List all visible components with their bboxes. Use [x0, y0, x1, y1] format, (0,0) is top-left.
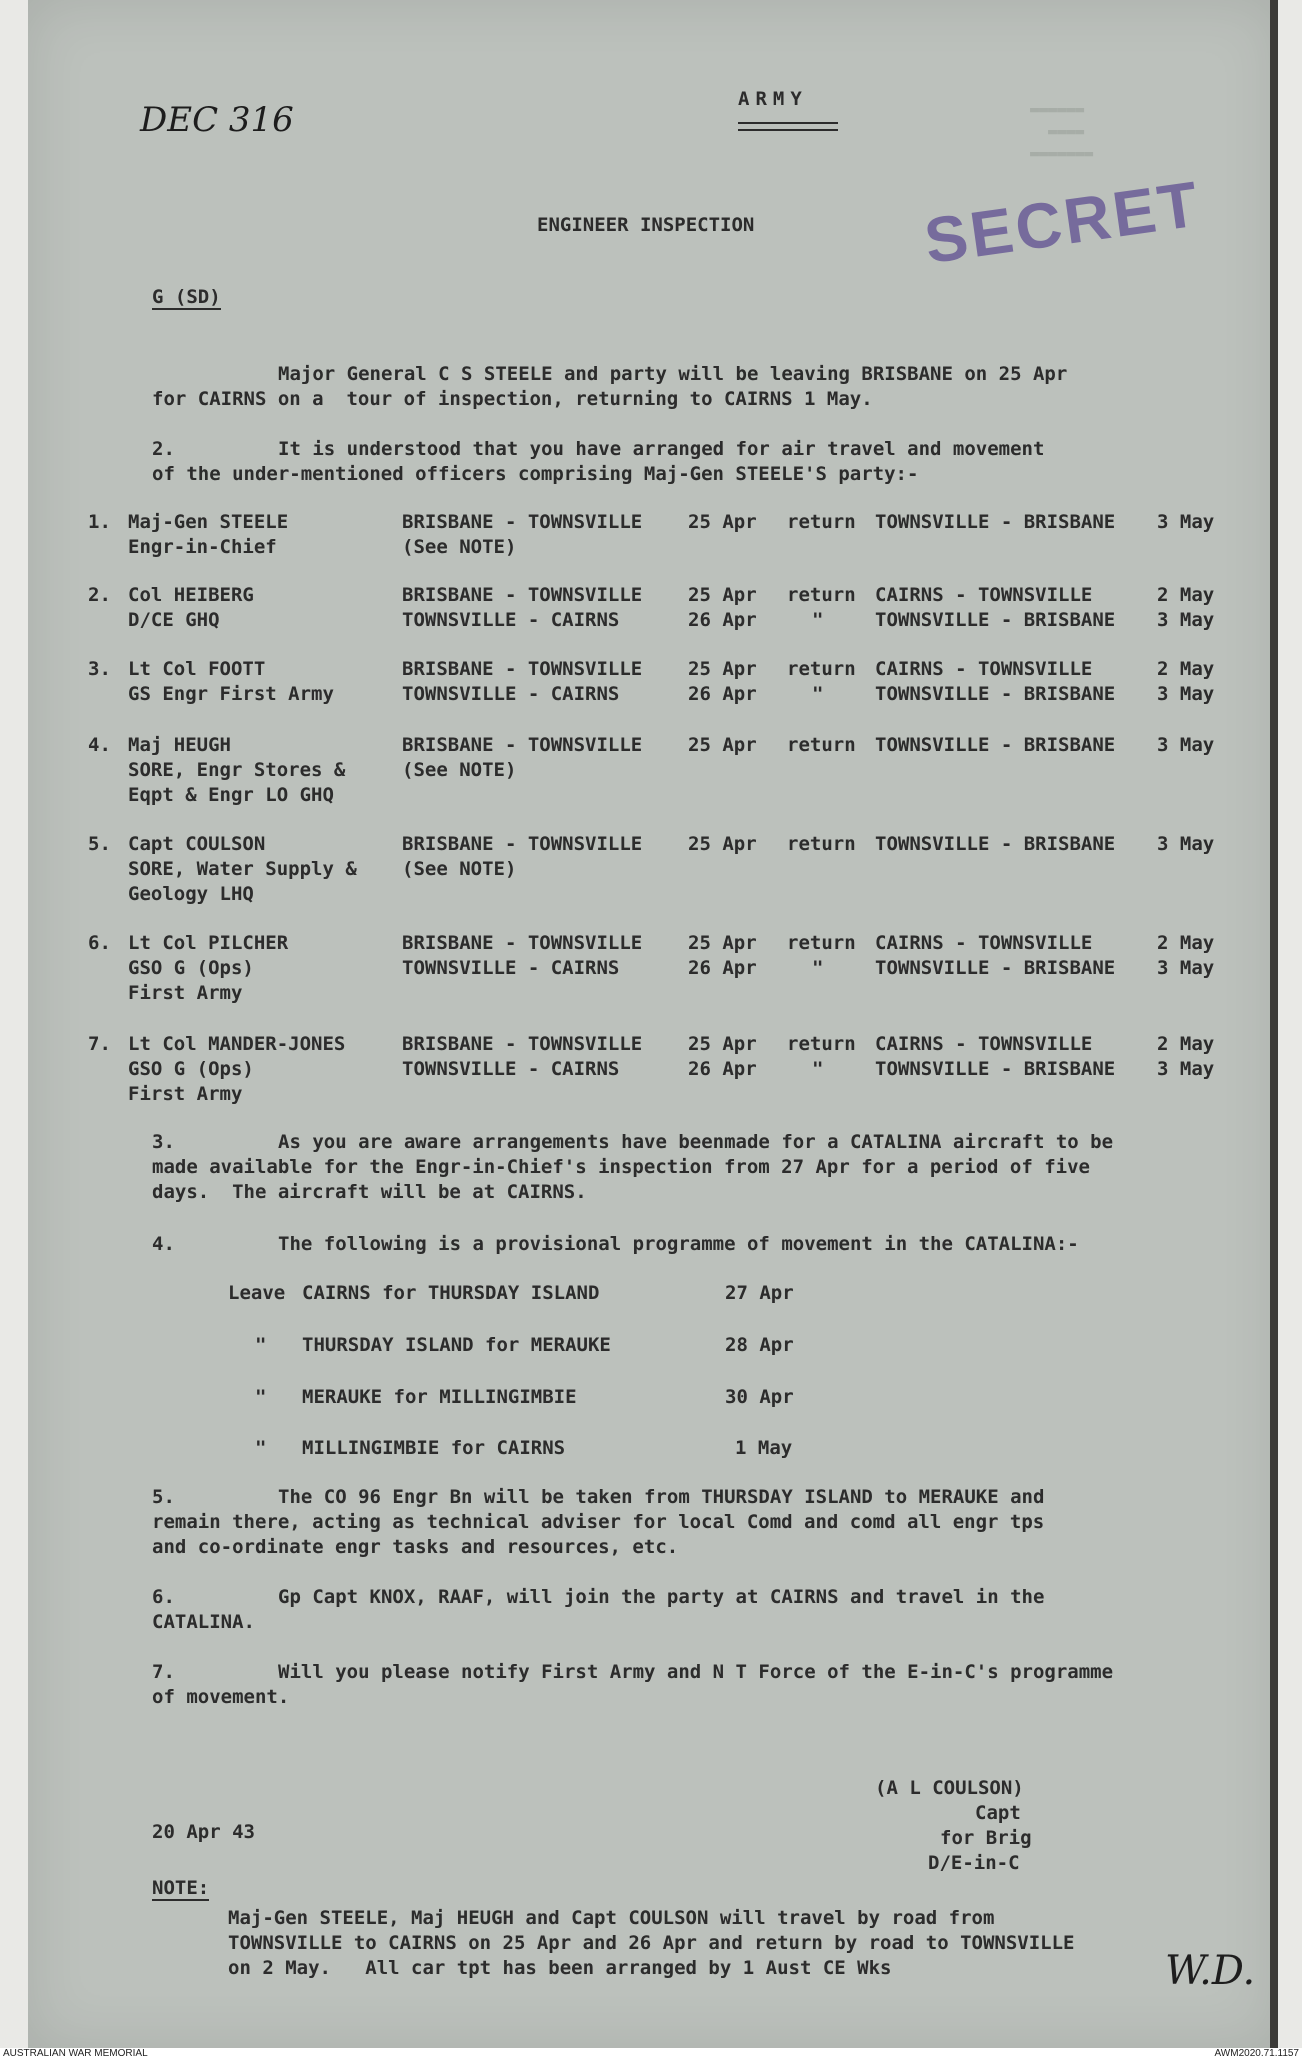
- para-5-line-3: and co-ordinate engr tasks and resources, etc.: [152, 1536, 679, 1558]
- header-underline: [738, 122, 838, 131]
- outbound-route: BRISBANE - TOWNSVILLE: [402, 734, 643, 756]
- return-route: CAIRNS - TOWNSVILLE: [875, 584, 1093, 606]
- programme-date: 1 May: [735, 1437, 793, 1459]
- outbound-date: 25 Apr: [688, 932, 757, 954]
- return-route: TOWNSVILLE - BRISBANE: [875, 1058, 1116, 1080]
- page-edge: [1270, 0, 1278, 2048]
- programme-ditto: ": [255, 1386, 267, 1408]
- officer-number: 7.: [88, 1033, 111, 1055]
- officer-name-line: Lt Col FOOTT: [128, 658, 266, 680]
- para-3-line-2: made available for the Engr-in-Chief's inspection from 27 Apr for a period of five: [152, 1156, 1090, 1178]
- programme-leg: THURSDAY ISLAND for MERAUKE: [302, 1334, 611, 1356]
- addressee: [152, 285, 221, 310]
- outbound-date: 25 Apr: [688, 1033, 757, 1055]
- outbound-route: BRISBANE - TOWNSVILLE: [402, 511, 643, 533]
- officer-name-line: SORE, Engr Stores &: [128, 759, 346, 781]
- note-label-wrap: [152, 1876, 209, 1901]
- para-2-line-1: It is understood that you have arranged for air travel and movement: [278, 438, 1045, 460]
- para-3-line-3: days. The aircraft will be at CAIRNS.: [152, 1181, 587, 1203]
- officer-number: 4.: [88, 734, 111, 756]
- return-route: TOWNSVILLE - BRISBANE: [875, 609, 1116, 631]
- note-label: NOTE:: [152, 1877, 210, 1899]
- para-3-number: 3.: [152, 1131, 175, 1153]
- para-7-line-2: of movement.: [152, 1686, 290, 1708]
- officer-name-line: Eqpt & Engr LO GHQ: [128, 784, 334, 806]
- programme-ditto: ": [255, 1334, 267, 1356]
- return-prefix: ": [812, 683, 824, 705]
- return-prefix: ": [812, 1058, 824, 1080]
- signature-rank: Capt: [975, 1802, 1021, 1824]
- para-6-line-1: Gp Capt KNOX, RAAF, will join the party at CAIRNS and travel in the: [278, 1586, 1045, 1608]
- note-line-2: TOWNSVILLE to CAIRNS on 25 Apr and 26 Apr and return by road to TOWNSVILLE: [228, 1932, 1075, 1954]
- document-title: ENGINEER INSPECTION: [537, 214, 755, 236]
- para-7-number: 7.: [152, 1661, 175, 1683]
- para-2-number: 2.: [152, 438, 175, 460]
- document-date: 20 Apr 43: [152, 1821, 255, 1843]
- outbound-route: BRISBANE - TOWNSVILLE: [402, 932, 643, 954]
- outbound-date: 25 Apr: [688, 511, 757, 533]
- officer-name-line: Geology LHQ: [128, 883, 254, 905]
- return-prefix: return: [787, 584, 856, 606]
- return-date: 2 May: [1157, 1033, 1215, 1055]
- officer-name-line: Capt COULSON: [128, 833, 266, 855]
- note-line-3: on 2 May. All car tpt has been arranged by 1 Aust CE Wks: [228, 1957, 892, 1979]
- para-2-line-2: of the under-mentioned officers comprising Maj-Gen STEELE'S party:-: [152, 463, 919, 485]
- outbound-route: BRISBANE - TOWNSVILLE: [402, 833, 643, 855]
- archive-footer: [0, 2048, 1302, 2061]
- para-3-line-1: As you are aware arrangements have beenmade for a CATALINA aircraft to be: [278, 1131, 1114, 1153]
- officer-number: 3.: [88, 658, 111, 680]
- programme-prefix: Leave: [228, 1282, 286, 1304]
- return-date: 3 May: [1157, 609, 1215, 631]
- return-prefix: ": [812, 957, 824, 979]
- outbound-route: BRISBANE - TOWNSVILLE: [402, 584, 643, 606]
- programme-leg: CAIRNS for THURSDAY ISLAND: [302, 1282, 600, 1304]
- intro-line-1: Major General C S STEELE and party will be leaving BRISBANE on 25 Apr: [278, 363, 1068, 385]
- outbound-date: 26 Apr: [688, 609, 757, 631]
- para-6-number: 6.: [152, 1586, 175, 1608]
- signature-role: D/E-in-C: [928, 1852, 1020, 1874]
- outbound-route: TOWNSVILLE - CAIRNS: [402, 609, 620, 631]
- return-date: 3 May: [1157, 1058, 1215, 1080]
- outbound-route: (See NOTE): [402, 858, 517, 880]
- officer-name-line: GSO G (Ops): [128, 1058, 254, 1080]
- outbound-route: TOWNSVILLE - CAIRNS: [402, 683, 620, 705]
- officer-name-line: Engr-in-Chief: [128, 536, 277, 558]
- officer-name-line: Lt Col PILCHER: [128, 932, 289, 954]
- programme-date: 27 Apr: [725, 1282, 794, 1304]
- handwritten-reference: DEC 316: [140, 100, 294, 140]
- return-prefix: return: [787, 833, 856, 855]
- programme-leg: MILLINGIMBIE for CAIRNS: [302, 1437, 566, 1459]
- programme-ditto: ": [255, 1437, 267, 1459]
- programme-date: 28 Apr: [725, 1334, 794, 1356]
- officer-name-line: D/CE GHQ: [128, 609, 220, 631]
- outbound-route: (See NOTE): [402, 536, 517, 558]
- secret-stamp: SECRET: [920, 167, 1206, 278]
- officer-name-line: Col HEIBERG: [128, 584, 254, 606]
- outbound-date: 25 Apr: [688, 658, 757, 680]
- outbound-date: 26 Apr: [688, 683, 757, 705]
- outbound-date: 25 Apr: [688, 833, 757, 855]
- officer-name-line: Maj-Gen STEELE: [128, 511, 289, 533]
- para-7-line-1: Will you please notify First Army and N T Force of the E-in-C's programme: [278, 1661, 1114, 1683]
- para-4-line-1: The following is a provisional programme of movement in the CATALINA:-: [278, 1233, 1079, 1255]
- return-route: TOWNSVILLE - BRISBANE: [875, 957, 1116, 979]
- return-prefix: return: [787, 1033, 856, 1055]
- footer-accession: AWM2020.71.1157: [1214, 2048, 1299, 2059]
- return-prefix: return: [787, 658, 856, 680]
- return-route: CAIRNS - TOWNSVILLE: [875, 932, 1093, 954]
- officer-name-line: First Army: [128, 1083, 243, 1105]
- return-date: 3 May: [1157, 511, 1215, 533]
- signature-name: (A L COULSON): [875, 1777, 1024, 1799]
- officer-number: 5.: [88, 833, 111, 855]
- header: ARMY: [738, 88, 808, 110]
- return-route: CAIRNS - TOWNSVILLE: [875, 658, 1093, 680]
- outbound-route: TOWNSVILLE - CAIRNS: [402, 1058, 620, 1080]
- intro-line-2: for CAIRNS on a tour of inspection, returning to CAIRNS 1 May.: [152, 388, 873, 410]
- para-5-line-1: The CO 96 Engr Bn will be taken from THURSDAY ISLAND to MERAUKE and: [278, 1486, 1045, 1508]
- para-4-number: 4.: [152, 1233, 175, 1255]
- return-date: 3 May: [1157, 833, 1215, 855]
- outbound-date: 26 Apr: [688, 1058, 757, 1080]
- officer-name-line: SORE, Water Supply &: [128, 858, 357, 880]
- return-prefix: return: [787, 734, 856, 756]
- signature-for: for Brig: [940, 1827, 1032, 1849]
- addressee-text: G (SD): [152, 286, 221, 308]
- programme-date: 30 Apr: [725, 1386, 794, 1408]
- return-date: 2 May: [1157, 584, 1215, 606]
- return-route: TOWNSVILLE - BRISBANE: [875, 833, 1116, 855]
- return-prefix: ": [812, 609, 824, 631]
- outbound-date: 25 Apr: [688, 584, 757, 606]
- para-5-line-2: remain there, acting as technical adviser for local Comd and comd all engr tps: [152, 1511, 1045, 1533]
- return-date: 2 May: [1157, 658, 1215, 680]
- outbound-route: TOWNSVILLE - CAIRNS: [402, 957, 620, 979]
- return-route: CAIRNS - TOWNSVILLE: [875, 1033, 1093, 1055]
- para-6-line-2: CATALINA.: [152, 1611, 255, 1633]
- handwritten-initials: W.D.: [1165, 1948, 1256, 1994]
- outbound-date: 26 Apr: [688, 957, 757, 979]
- return-date: 3 May: [1157, 957, 1215, 979]
- programme-leg: MERAUKE for MILLINGIMBIE: [302, 1386, 577, 1408]
- footer-institution: AUSTRALIAN WAR MEMORIAL: [3, 2048, 148, 2059]
- return-date: 3 May: [1157, 683, 1215, 705]
- faded-stamp-marks: ▬▬▬▬▬▬ ▬▬▬▬ ▬▬▬▬▬▬▬: [1030, 100, 1094, 162]
- outbound-route: BRISBANE - TOWNSVILLE: [402, 1033, 643, 1055]
- officer-number: 2.: [88, 584, 111, 606]
- outbound-route: BRISBANE - TOWNSVILLE: [402, 658, 643, 680]
- officer-name-line: Lt Col MANDER-JONES: [128, 1033, 346, 1055]
- outbound-date: 25 Apr: [688, 734, 757, 756]
- return-prefix: return: [787, 932, 856, 954]
- note-line-1: Maj-Gen STEELE, Maj HEUGH and Capt COULSON will travel by road from: [228, 1907, 995, 1929]
- officer-name-line: Maj HEUGH: [128, 734, 231, 756]
- return-route: TOWNSVILLE - BRISBANE: [875, 734, 1116, 756]
- return-date: 2 May: [1157, 932, 1215, 954]
- officer-number: 1.: [88, 511, 111, 533]
- officer-number: 6.: [88, 932, 111, 954]
- outbound-route: (See NOTE): [402, 759, 517, 781]
- officer-name-line: GS Engr First Army: [128, 683, 334, 705]
- return-route: TOWNSVILLE - BRISBANE: [875, 683, 1116, 705]
- para-5-number: 5.: [152, 1486, 175, 1508]
- officer-name-line: First Army: [128, 982, 243, 1004]
- officer-name-line: GSO G (Ops): [128, 957, 254, 979]
- return-route: TOWNSVILLE - BRISBANE: [875, 511, 1116, 533]
- return-date: 3 May: [1157, 734, 1215, 756]
- return-prefix: return: [787, 511, 856, 533]
